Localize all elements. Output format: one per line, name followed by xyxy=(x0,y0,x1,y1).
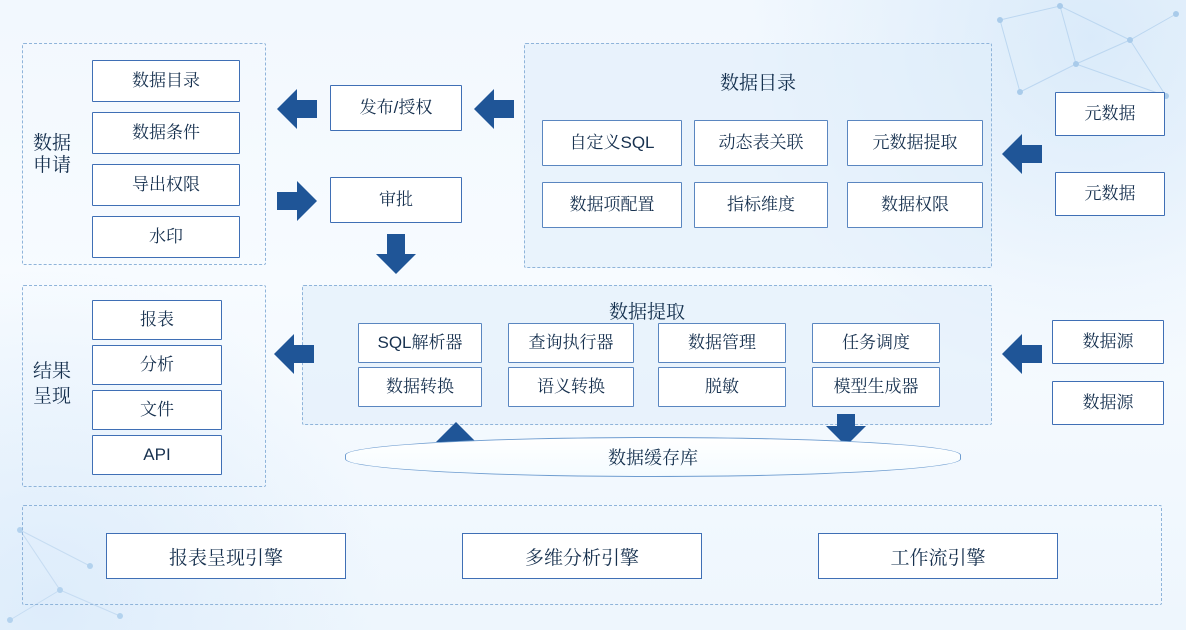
engine-workflow[interactable] xyxy=(818,533,1058,579)
cell-approval[interactable] xyxy=(330,177,462,223)
arrow-extraction-to-result xyxy=(272,330,316,378)
arrow-metadata-to-catalog xyxy=(1000,130,1044,178)
cell-label: 元数据提取 xyxy=(872,132,958,152)
cell-label: 数据权限 xyxy=(881,194,949,214)
cell-model-generator[interactable] xyxy=(812,367,940,407)
engine-multidim-analysis[interactable] xyxy=(462,533,702,579)
cell-label: 水印 xyxy=(149,226,183,246)
cell-label: 元数据 xyxy=(1084,183,1136,203)
cell-label: 动态表关联 xyxy=(718,132,804,152)
cell-desensitization[interactable] xyxy=(658,367,786,407)
cell-label: 数据转换 xyxy=(386,376,454,396)
cell-label: 审批 xyxy=(379,189,413,209)
cell-analysis[interactable] xyxy=(92,345,222,385)
engine-label: 工作流引擎 xyxy=(890,547,986,569)
group-data-application-label: 数据申请 xyxy=(32,133,71,176)
cell-label: 任务调度 xyxy=(842,332,910,352)
cell-metadata-2[interactable] xyxy=(1055,172,1165,216)
cell-report[interactable] xyxy=(92,300,222,340)
cell-sql-parser[interactable] xyxy=(358,323,482,363)
cell-query-executor[interactable] xyxy=(508,323,634,363)
cache-store[interactable] xyxy=(345,437,961,477)
cell-datasource-2[interactable] xyxy=(1052,381,1164,425)
cell-data-permission[interactable] xyxy=(847,182,983,228)
cell-datasource-1[interactable] xyxy=(1052,320,1164,364)
arrow-approval-to-extraction xyxy=(372,232,420,276)
cell-watermark[interactable] xyxy=(92,216,240,258)
cache-label: 数据缓存库 xyxy=(608,448,698,468)
cell-label: 数据项配置 xyxy=(569,194,655,214)
cell-label: API xyxy=(143,444,171,464)
cell-publish-authorize[interactable] xyxy=(330,85,462,131)
cell-label: 数据目录 xyxy=(132,70,200,90)
cell-task-scheduling[interactable] xyxy=(812,323,940,363)
cell-data-item-config[interactable] xyxy=(542,182,682,228)
engine-report-presentation[interactable] xyxy=(106,533,346,579)
cell-label: SQL解析器 xyxy=(377,332,463,352)
group-data-extraction-title: 数据提取 xyxy=(608,302,685,323)
cell-api[interactable] xyxy=(92,435,222,475)
arrow-datasource-to-extraction xyxy=(1000,330,1044,378)
cell-label: 元数据 xyxy=(1084,103,1136,123)
group-data-catalog-title: 数据目录 xyxy=(719,73,796,94)
cell-data-catalog-apply[interactable] xyxy=(92,60,240,102)
cell-label: 模型生成器 xyxy=(833,376,919,396)
cell-label: 指标维度 xyxy=(727,194,795,214)
cell-custom-sql[interactable] xyxy=(542,120,682,166)
arrow-catalog-to-publish xyxy=(472,85,516,133)
arrow-publish-to-application xyxy=(275,85,319,133)
cell-label: 语义转换 xyxy=(537,376,605,396)
cell-data-condition[interactable] xyxy=(92,112,240,154)
engine-label: 多维分析引擎 xyxy=(524,547,639,569)
group-result-presentation-label: 结果呈现 xyxy=(32,361,71,407)
cell-label: 发布/授权 xyxy=(359,97,433,117)
cell-label: 自定义SQL xyxy=(569,132,655,152)
arrow-application-to-approval xyxy=(275,177,319,225)
cell-metadata-extract[interactable] xyxy=(847,120,983,166)
engine-label: 报表呈现引擎 xyxy=(168,547,283,569)
cell-label: 数据源 xyxy=(1082,392,1134,412)
cell-label: 文件 xyxy=(140,399,174,419)
cell-file[interactable] xyxy=(92,390,222,430)
cell-semantic-transform[interactable] xyxy=(508,367,634,407)
cell-dynamic-table-join[interactable] xyxy=(694,120,828,166)
cell-label: 数据条件 xyxy=(132,122,200,142)
cell-label: 查询执行器 xyxy=(528,332,614,352)
cell-metadata-1[interactable] xyxy=(1055,92,1165,136)
cell-label: 数据源 xyxy=(1082,331,1134,351)
cell-metric-dimension[interactable] xyxy=(694,182,828,228)
cell-label: 分析 xyxy=(140,354,174,374)
cell-data-transform[interactable] xyxy=(358,367,482,407)
cell-data-management[interactable] xyxy=(658,323,786,363)
cell-export-permission[interactable] xyxy=(92,164,240,206)
cell-label: 导出权限 xyxy=(132,174,200,194)
cell-label: 脱敏 xyxy=(705,376,739,396)
cell-label: 数据管理 xyxy=(688,332,756,352)
cell-label: 报表 xyxy=(140,309,174,329)
